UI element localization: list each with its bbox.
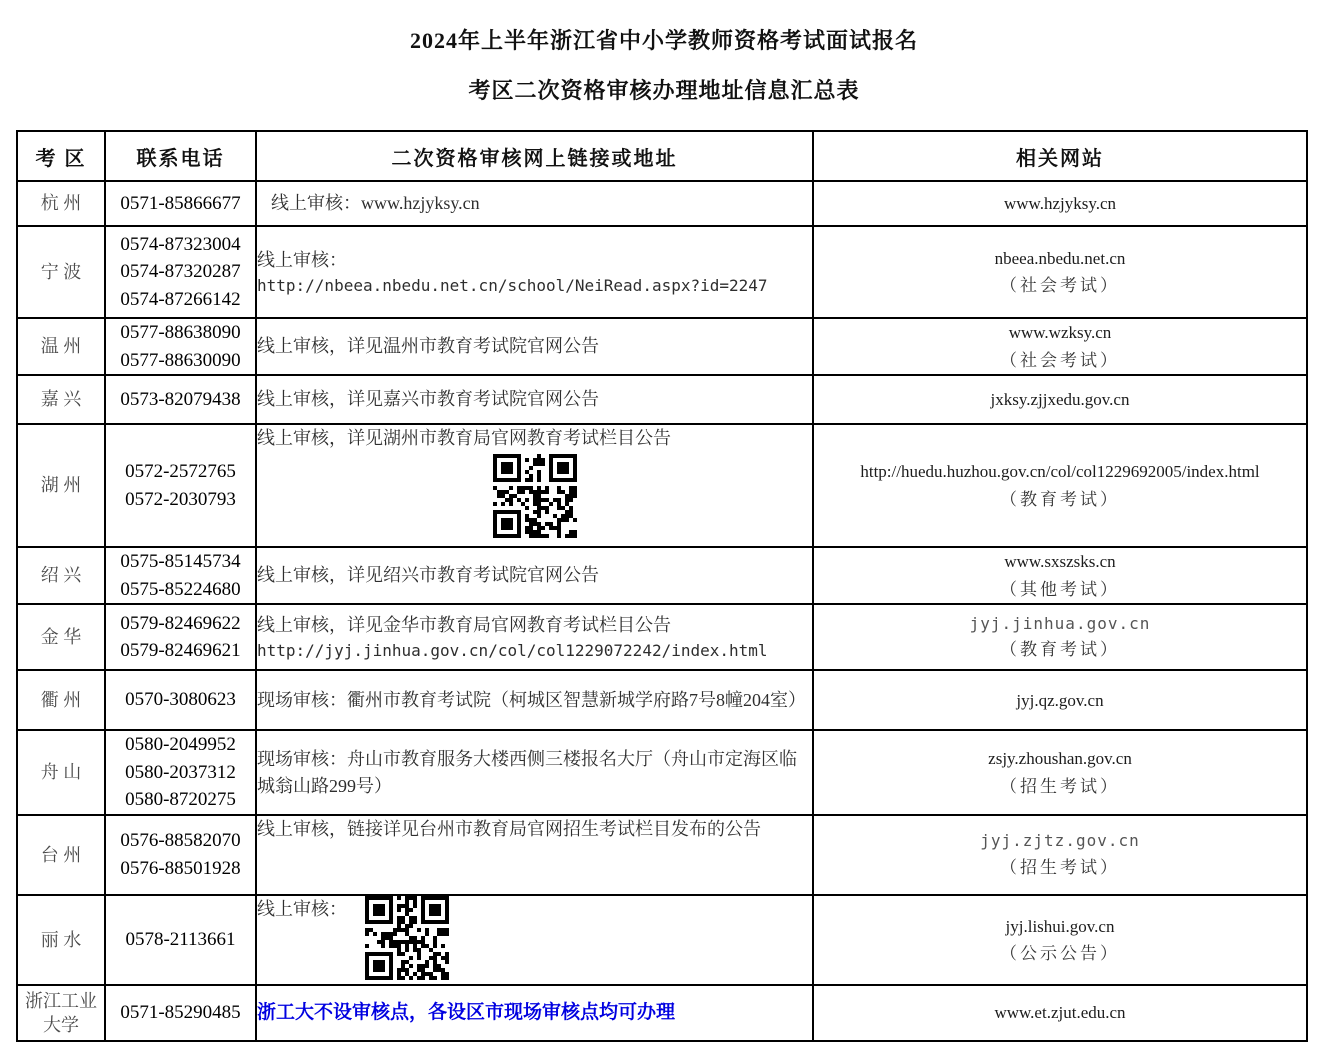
summary-table	[16, 130, 1308, 1042]
website-cell	[813, 604, 1307, 670]
table-row	[17, 226, 1307, 318]
page-title-line1: 2024年上半年浙江省中小学教师资格考试面试报名	[409, 28, 918, 53]
website-category: （教育考试）	[1000, 489, 1120, 509]
website-url: www.hzjyksy.cn	[1003, 193, 1117, 213]
review-info-cell	[256, 318, 813, 375]
website-cell	[813, 181, 1307, 226]
phone-number: 0574-87323004	[120, 233, 241, 255]
phone-number: 0575-85145734	[120, 551, 241, 573]
phone-number: 0572-2030793	[125, 488, 236, 510]
exam-area-cell: 杭 州	[17, 181, 105, 226]
table-row	[17, 424, 1307, 547]
website-url: jyj.zjtz.gov.cn	[980, 831, 1140, 851]
qr-code-icon	[493, 454, 577, 538]
website-url: jyj.lishui.gov.cn	[1005, 916, 1115, 936]
website-cell	[813, 895, 1307, 985]
exam-area-cell: 衢 州	[17, 670, 105, 730]
review-text: 线上审核，详见温州市教育考试院官网公告	[257, 336, 599, 357]
header-cell-area: 考 区	[17, 131, 105, 181]
website-url: http://huedu.huzhou.gov.cn/col/col1229692005/index.html	[860, 462, 1260, 482]
phone-cell	[105, 985, 256, 1041]
website-cell	[813, 375, 1307, 424]
table-header-row	[17, 131, 1307, 181]
website-cell	[813, 815, 1307, 895]
website-category: （公示公告）	[1000, 943, 1120, 963]
website-url: jxksy.zjjxedu.gov.cn	[990, 390, 1130, 409]
document-titles	[0, 0, 1328, 102]
website-category: （其他考试）	[1000, 579, 1120, 599]
phone-number: 0579-82469621	[120, 640, 241, 662]
exam-area-cell: 湖 州	[17, 424, 105, 547]
phone-cell	[105, 226, 256, 318]
website-cell	[813, 730, 1307, 815]
review-info-cell	[256, 181, 813, 226]
header-cell-website: 相关网站	[813, 131, 1307, 181]
phone-cell	[105, 815, 256, 895]
exam-area-cell: 嘉 兴	[17, 375, 105, 424]
table-row	[17, 815, 1307, 895]
website-cell	[813, 985, 1307, 1041]
phone-cell	[105, 318, 256, 375]
phone-number: 0570-3080623	[125, 689, 236, 711]
review-text: http://jyj.jinhua.gov.cn/col/col1229072242/index.html	[257, 640, 768, 660]
exam-area-cell: 舟 山	[17, 730, 105, 815]
table-row	[17, 730, 1307, 815]
phone-number: 0577-88630090	[120, 349, 241, 371]
website-url: zsjy.zhoushan.gov.cn	[988, 749, 1132, 769]
review-text: 线上审核，详见湖州市教育局官网教育考试栏目公告	[257, 428, 671, 449]
review-info-cell	[256, 815, 813, 895]
qr-code-icon	[365, 896, 449, 980]
exam-area-cell: 宁 波	[17, 226, 105, 318]
website-url: jyj.jinhua.gov.cn	[969, 613, 1151, 633]
website-url: jyj.qz.gov.cn	[1016, 690, 1104, 710]
table-row	[17, 181, 1307, 226]
website-category: （社会考试）	[1000, 276, 1120, 295]
phone-cell	[105, 181, 256, 226]
table-row	[17, 547, 1307, 604]
phone-number: 0576-88501928	[120, 857, 241, 879]
phone-cell	[105, 547, 256, 604]
review-info-cell	[256, 985, 813, 1041]
phone-number: 0573-82079438	[120, 388, 241, 410]
review-info-cell	[256, 226, 813, 318]
table-row	[17, 895, 1307, 985]
phone-number: 0579-82469622	[120, 612, 241, 634]
review-text: 线上审核：	[257, 898, 347, 919]
phone-number: 0576-88582070	[120, 830, 241, 852]
website-cell	[813, 670, 1307, 730]
review-text: 现场审核：衢州市教育考试院（柯城区智慧新城学府路7号8幢204室）	[257, 689, 806, 710]
review-info-cell	[256, 375, 813, 424]
website-category: （招生考试）	[1000, 776, 1120, 796]
phone-number: 0580-2037312	[125, 761, 236, 783]
table-body	[17, 181, 1307, 1041]
review-info-cell	[256, 547, 813, 604]
review-info-cell	[256, 424, 813, 547]
website-category: （教育考试）	[1000, 640, 1120, 660]
phone-cell	[105, 424, 256, 547]
table-row	[17, 604, 1307, 670]
exam-area-cell: 温 州	[17, 318, 105, 375]
website-url: www.sxszsks.cn	[1004, 552, 1116, 572]
phone-number: 0575-85224680	[120, 578, 241, 600]
phone-cell	[105, 895, 256, 985]
phone-number: 0574-87266142	[120, 288, 241, 310]
table-row	[17, 985, 1307, 1041]
review-text: 线上审核，详见嘉兴市教育考试院官网公告	[257, 389, 599, 410]
review-info-cell	[256, 730, 813, 815]
phone-cell	[105, 730, 256, 815]
phone-number: 0578-2113661	[125, 929, 236, 951]
review-info-cell	[256, 895, 813, 985]
exam-area-cell: 金 华	[17, 604, 105, 670]
review-text: 线上审核：	[257, 249, 347, 270]
review-info-cell	[256, 670, 813, 730]
review-text: 线上审核：www.hzjyksy.cn	[271, 193, 480, 213]
phone-cell	[105, 604, 256, 670]
website-url: www.wzksy.cn	[1008, 323, 1112, 343]
website-category: （招生考试）	[1000, 858, 1120, 878]
review-text: 浙工大不设审核点，各设区市现场审核点均可办理	[257, 1001, 676, 1023]
review-text: 线上审核，详见金华市教育局官网教育考试栏目公告	[257, 614, 671, 635]
exam-area-cell: 绍 兴	[17, 547, 105, 604]
table-row	[17, 318, 1307, 375]
exam-area-cell: 浙江工业大学	[17, 985, 105, 1041]
review-info-cell	[256, 604, 813, 670]
website-category: （社会考试）	[1000, 350, 1120, 370]
exam-area-cell: 台 州	[17, 815, 105, 895]
website-url: www.et.zjut.edu.cn	[994, 1003, 1126, 1023]
phone-number: 0571-85290485	[120, 1002, 241, 1024]
phone-number: 0577-88638090	[120, 322, 241, 343]
website-cell	[813, 226, 1307, 318]
review-text: http://nbeea.nbedu.net.cn/school/NeiRead.aspx?id=2247	[257, 275, 768, 295]
review-text: 现场审核：舟山市教育服务大楼西侧三楼报名大厅（舟山市定海区临城翁山路299号）	[257, 748, 797, 796]
review-text: 线上审核，链接详见台州市教育局官网招生考试栏目发布的公告	[257, 818, 761, 839]
website-cell	[813, 424, 1307, 547]
table-row	[17, 670, 1307, 730]
website-url: nbeea.nbedu.net.cn	[994, 248, 1126, 268]
header-cell-review: 二次资格审核网上链接或地址	[256, 131, 813, 181]
exam-area-cell: 丽 水	[17, 895, 105, 985]
page-title-line2: 考区二次资格审核办理地址信息汇总表	[468, 78, 860, 103]
header-cell-phone: 联系电话	[105, 131, 256, 181]
phone-number: 0572-2572765	[125, 461, 236, 483]
phone-cell	[105, 375, 256, 424]
website-cell	[813, 318, 1307, 375]
phone-cell	[105, 670, 256, 730]
table-row	[17, 375, 1307, 424]
review-text: 线上审核，详见绍兴市教育考试院官网公告	[257, 565, 599, 586]
phone-number: 0580-8720275	[125, 789, 236, 811]
phone-number: 0571-85866677	[120, 192, 241, 214]
phone-number: 0580-2049952	[125, 734, 236, 756]
phone-number: 0574-87320287	[120, 261, 241, 283]
website-cell	[813, 547, 1307, 604]
